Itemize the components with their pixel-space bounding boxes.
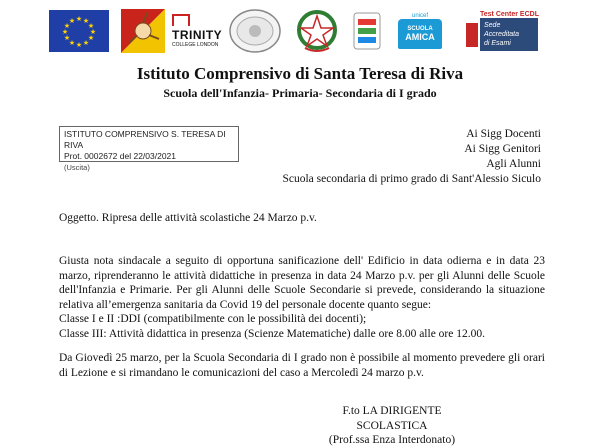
svg-text:★: ★ [82, 17, 90, 25]
body-main-text: Giusta nota sindacale a seguito di opportuna sanificazione dell' Edificio in data odierna e in data 23 marzo, riprenderanno le attività didattiche in presenza in data 24 Marzo p.v. per gli Alunni delle Scuole dell'Infanzia e Primarie. Per gli Alunni delle Scuole Secondarie si prevede, considerando la situazione relativa all’emergenza sanitaria da Covid 19 del personale docente quanto segue: [59, 255, 545, 311]
amica-bottom: AMICA [405, 32, 435, 42]
amica-top: SCUOLA [407, 26, 433, 32]
trinity-name: TRINITY [172, 28, 223, 42]
trinity-mark-icon [172, 14, 190, 26]
trinity-sub: COLLEGE LONDON [172, 42, 219, 48]
subject-line: Oggetto. Ripresa delle attività scolastiche 24 Marzo p.v. [59, 212, 317, 224]
svg-text:★: ★ [68, 39, 76, 47]
svg-text:★: ★ [61, 28, 69, 36]
logo-strip [48, 8, 548, 56]
ecdl-line1: Sede Accreditata [484, 22, 520, 38]
scuola-amica-logo [394, 8, 446, 54]
recipients-block [282, 127, 541, 187]
protocol-number: Prot. 0002672 del 22/03/2021 [64, 151, 177, 161]
recipient-scuola: Scuola secondaria di primo grado di Sant'Alessio Siculo [282, 173, 541, 185]
body-paragraph-1 [59, 254, 545, 341]
body-paragraph-2: Da Giovedì 25 marzo, per la Scuola Secondaria di I grado non è possibile al momento prevedere gli orari di Lezione e si rimandano le comunicazioni del caso a Mercoledì 24 marzo p.v. [59, 352, 545, 379]
svg-text:★: ★ [75, 41, 83, 49]
italian-republic-emblem [294, 8, 340, 54]
svg-text:★: ★ [63, 34, 71, 42]
svg-text:★: ★ [63, 22, 71, 30]
recipient-alunni: Agli Alunni [486, 158, 541, 170]
svg-text:★: ★ [82, 39, 90, 47]
protocol-direction: (Uscita) [64, 163, 90, 172]
amica-shirt-icon [398, 19, 442, 49]
ecdl-mark-icon [466, 23, 478, 47]
protocol-stamp [59, 126, 239, 172]
ecdl-line2: di Esami [484, 40, 511, 47]
svg-text:★: ★ [87, 34, 95, 42]
project-badge-logo [350, 8, 384, 54]
recipient-genitori: Ai Sigg Genitori [464, 143, 541, 155]
svg-text:★: ★ [68, 17, 76, 25]
svg-text:★: ★ [75, 15, 83, 23]
ecdl-top: Test Center ECDL [480, 11, 539, 18]
signature-name: (Prof.ssa Enza Interdonato) [328, 434, 456, 446]
eu-flag-logo [48, 8, 110, 54]
svg-text:★: ★ [87, 22, 95, 30]
recipient-docenti: Ai Sigg Docenti [466, 128, 541, 140]
body-classe-1-2: Classe I e II :DDI (compatibilmente con le possibilità dei docenti); [59, 313, 367, 325]
svg-text:★: ★ [89, 28, 97, 36]
protocol-institute: ISTITUTO COMPRENSIVO S. TERESA DI RIVA [64, 129, 226, 150]
sicily-region-logo [120, 8, 166, 54]
unicef-label: unicef [411, 13, 428, 19]
body-classe-3: Classe III: Attività didattica in presenza (Scienze Matematiche) dalle ore 8.00 alle ore 12.00. [59, 327, 485, 340]
ecdl-test-center-logo [466, 8, 548, 54]
school-seal-logo [228, 8, 282, 54]
institute-title: Istituto Comprensivo di Santa Teresa di Riva [136, 64, 464, 83]
signature-block [307, 404, 477, 448]
institute-subtitle: Scuola dell'Infanzia- Primaria- Secondaria di I grado [163, 86, 437, 100]
ecdl-box [466, 18, 538, 51]
signature-title: F.to LA DIRIGENTE SCOLASTICA [342, 405, 442, 432]
